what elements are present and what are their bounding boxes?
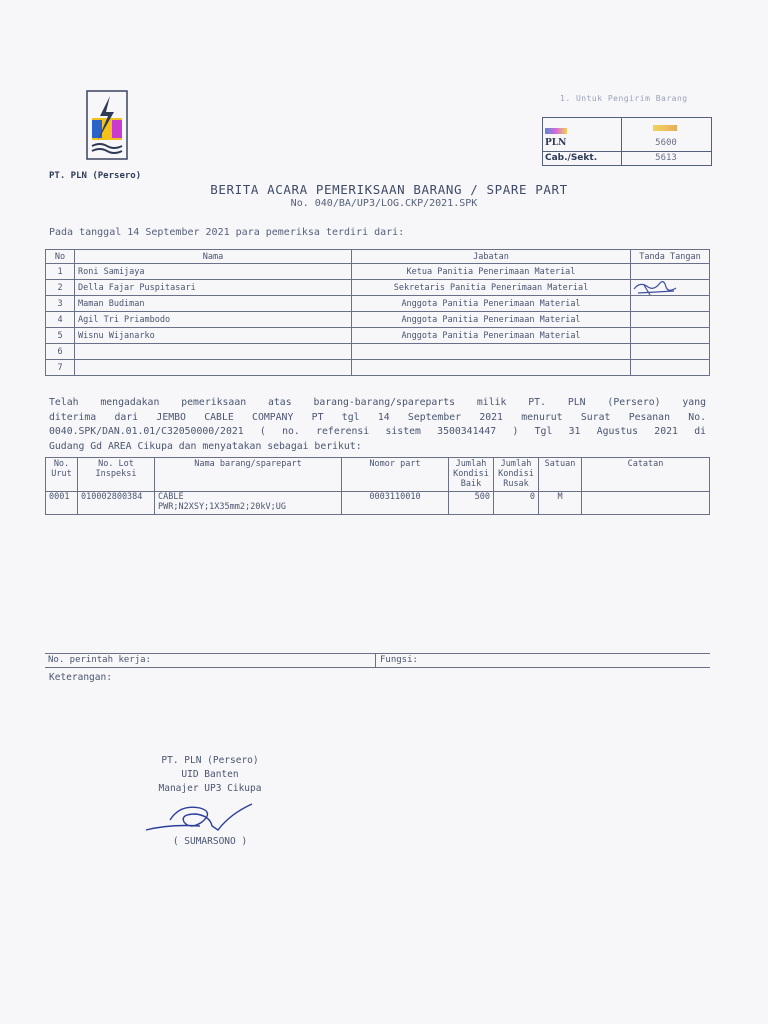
statement-paragraph bbox=[49, 396, 706, 454]
row-nama bbox=[75, 360, 352, 376]
paragraph-line: 0040.SPK/DAN.01.01/C32050000/2021 ( no. referensi sistem 3500341447 ) Tgl 31 Agustus 2021 di bbox=[49, 426, 706, 437]
col-tanda-tangan: Tanda Tangan bbox=[631, 250, 710, 264]
col-no-urut: No. Urut bbox=[46, 458, 78, 492]
stamp-cab-label: Cab./Sekt. bbox=[545, 153, 598, 163]
table-row bbox=[46, 296, 710, 312]
stamp-brand: PLN bbox=[545, 138, 567, 148]
signatory-name: ( SUMARSONO ) bbox=[172, 836, 248, 847]
col-jumlah-baik: Jumlah Kondisi Baik bbox=[449, 458, 494, 492]
item-nama-line2: PWR;N2XSY;1X35mm2;20kV;UG bbox=[158, 502, 286, 512]
intro-text: Pada tanggal 14 September 2021 para pemeriksa terdiri dari: bbox=[49, 227, 405, 238]
manager-signature-icon bbox=[140, 800, 270, 840]
pln-logo bbox=[86, 90, 128, 160]
table-row bbox=[46, 264, 710, 280]
col-jabatan: Jabatan bbox=[352, 250, 631, 264]
table-row bbox=[46, 492, 710, 515]
row-no: 5 bbox=[46, 328, 75, 344]
row-jabatan: Anggota Panitia Penerimaan Material bbox=[352, 312, 631, 328]
row-nama: Roni Samijaya bbox=[75, 264, 352, 280]
company-name: PT. PLN (Persero) bbox=[49, 171, 142, 181]
items-header-row bbox=[46, 458, 710, 492]
item-satuan: M bbox=[539, 492, 582, 515]
col-nomor-part: Nomor part bbox=[342, 458, 449, 492]
stamp-code: 5600 bbox=[655, 138, 677, 148]
row-no: 2 bbox=[46, 280, 75, 296]
paragraph-line: Gudang Gd AREA Cikupa dan menyatakan sebagai berikut: bbox=[49, 440, 362, 452]
col-no: No bbox=[46, 250, 75, 264]
row-nama: Wisnu Wijanarko bbox=[75, 328, 352, 344]
items-table bbox=[45, 457, 710, 515]
row-no: 4 bbox=[46, 312, 75, 328]
stamp-cab-value: 5613 bbox=[655, 153, 677, 163]
document-title: BERITA ACARA PEMERIKSAAN BARANG / SPARE PART bbox=[210, 182, 568, 197]
item-jumlah-baik: 500 bbox=[449, 492, 494, 515]
col-satuan: Satuan bbox=[539, 458, 582, 492]
secretary-signature-icon bbox=[630, 277, 682, 299]
work-order-bar bbox=[45, 653, 710, 668]
row-nama bbox=[75, 344, 352, 360]
row-no: 7 bbox=[46, 360, 75, 376]
table-row bbox=[46, 280, 710, 296]
row-signature bbox=[631, 344, 710, 360]
pln-mark-icon bbox=[545, 128, 567, 134]
row-nama: Della Fajar Puspitasari bbox=[75, 280, 352, 296]
stamp-code-mark-icon bbox=[653, 125, 677, 131]
row-signature bbox=[631, 312, 710, 328]
item-no-lot: 010002800384 bbox=[78, 492, 155, 515]
row-jabatan: Anggota Panitia Penerimaan Material bbox=[352, 328, 631, 344]
signatory-company: PT. PLN (Persero) bbox=[161, 755, 259, 766]
table-row bbox=[46, 360, 710, 376]
row-jabatan bbox=[352, 344, 631, 360]
row-nama: Maman Budiman bbox=[75, 296, 352, 312]
row-no: 6 bbox=[46, 344, 75, 360]
row-jabatan: Sekretaris Panitia Penerimaan Material bbox=[352, 280, 631, 296]
keterangan-label: Keterangan: bbox=[49, 672, 112, 683]
table-row bbox=[46, 328, 710, 344]
perintah-kerja-label: No. perintah kerja: bbox=[48, 655, 151, 665]
row-nama: Agil Tri Priambodo bbox=[75, 312, 352, 328]
col-no-lot: No. Lot Inspeksi bbox=[78, 458, 155, 492]
signatory-unit: UID Banten bbox=[181, 769, 239, 780]
fungsi-label: Fungsi: bbox=[380, 655, 418, 665]
item-nama-line1: CABLE bbox=[158, 492, 184, 502]
signatory-position: Manajer UP3 Cikupa bbox=[158, 783, 262, 794]
document-number: No. 040/BA/UP3/LOG.CKP/2021.SPK bbox=[290, 198, 478, 209]
row-jabatan: Ketua Panitia Penerimaan Material bbox=[352, 264, 631, 280]
row-jabatan: Anggota Panitia Penerimaan Material bbox=[352, 296, 631, 312]
col-nama-barang: Nama barang/sparepart bbox=[155, 458, 342, 492]
row-no: 1 bbox=[46, 264, 75, 280]
row-no: 3 bbox=[46, 296, 75, 312]
col-nama: Nama bbox=[75, 250, 352, 264]
row-signature bbox=[631, 360, 710, 376]
examiners-header-row bbox=[46, 250, 710, 264]
row-signature bbox=[631, 328, 710, 344]
paragraph-line: Telah mengadakan pemeriksaan atas barang-barang/spareparts milik PT. PLN (Persero) yang bbox=[49, 397, 706, 408]
table-row bbox=[46, 344, 710, 360]
examiners-table bbox=[45, 249, 710, 376]
item-nomor-part: 0003110010 bbox=[342, 492, 449, 515]
col-jumlah-rusak: Jumlah Kondisi Rusak bbox=[494, 458, 539, 492]
row-jabatan bbox=[352, 360, 631, 376]
table-row bbox=[46, 312, 710, 328]
col-catatan: Catatan bbox=[582, 458, 710, 492]
item-jumlah-rusak: 0 bbox=[494, 492, 539, 515]
copy-note: 1. Untuk Pengirim Barang bbox=[560, 94, 688, 103]
paragraph-line: diterima dari JEMBO CABLE COMPANY PT tgl 14 September 2021 menurut Surat Pesanan No. bbox=[49, 411, 706, 423]
receipt-stamp bbox=[542, 117, 712, 166]
signatory-block bbox=[140, 754, 280, 796]
item-nama-barang bbox=[155, 492, 342, 515]
item-no-urut: 0001 bbox=[46, 492, 78, 515]
item-catatan bbox=[582, 492, 710, 515]
